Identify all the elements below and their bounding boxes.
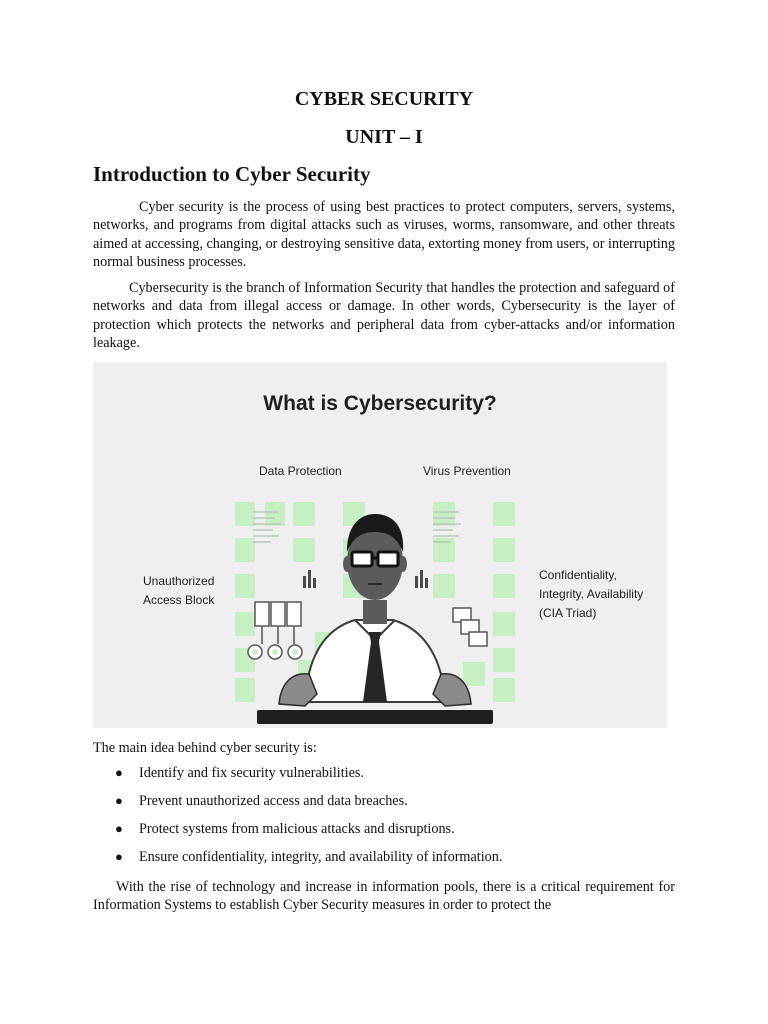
label-cia-line-2: Integrity, Availability (539, 587, 644, 601)
list-item-text: Identify and fix security vulnerabilities. (139, 765, 364, 781)
image-gallery-icon (453, 608, 487, 646)
list-item-text: Prevent unauthorized access and data breaches. (139, 793, 408, 809)
cybersecurity-illustration (93, 362, 667, 728)
label-unauthorized-line-2: Access Block (143, 593, 215, 607)
label-cia-line-1: Confidentiality, (539, 568, 617, 582)
paragraph-branch: Cybersecurity is the branch of Information Security that handles the protection and safeguard of networks and data from illegal access or damage. In other words, Cybersecurity is the layer of protection which protects the networks and peripheral data from cyber-attacks and/or information leakage. (93, 280, 675, 351)
bullet-icon: ● (115, 821, 123, 836)
bullet-icon: ● (115, 849, 123, 864)
list-item (93, 848, 675, 876)
label-cia-line-3: (CIA Triad) (539, 606, 597, 620)
paragraph-definition: Cyber security is the process of using best practices to protect computers, servers, systems, networks, and programs from digital attacks such as viruses, worms, ransomware, and other threats aimed at accessing, changing, or destroying sensitive data, extorting money from users, or interrupting normal business processes. (93, 199, 675, 270)
paragraph-closing: With the rise of technology and increase in information pools, there is a critical requirement for Information Systems to establish Cyber Security measures in order to protect the (93, 879, 675, 914)
label-data-protection: Data Protection (259, 464, 342, 478)
list-item-text: Ensure confidentiality, integrity, and availability of information. (139, 849, 503, 865)
list-item-text: Protect systems from malicious attacks and disruptions. (139, 821, 455, 837)
illustration-artwork (93, 362, 667, 728)
main-ideas-list (93, 764, 675, 876)
label-unauthorized-access (143, 572, 214, 610)
illustration-title: What is Cybersecurity? (263, 392, 497, 415)
document-title: CYBER SECURITY (294, 88, 474, 110)
list-item (93, 820, 675, 848)
section-heading: Introduction to Cyber Security (93, 162, 371, 186)
list-item (93, 792, 675, 820)
unit-title: UNIT – I (345, 126, 423, 148)
label-virus-prevention: Virus Prevention (423, 464, 511, 478)
label-unauthorized-line-1: Unauthorized (143, 574, 215, 588)
list-item (93, 764, 675, 792)
bullet-icon: ● (115, 765, 123, 780)
bullet-icon: ● (115, 793, 123, 808)
label-cia-triad (539, 566, 643, 623)
bullets-lead-in: The main idea behind cyber security is: (93, 740, 317, 756)
